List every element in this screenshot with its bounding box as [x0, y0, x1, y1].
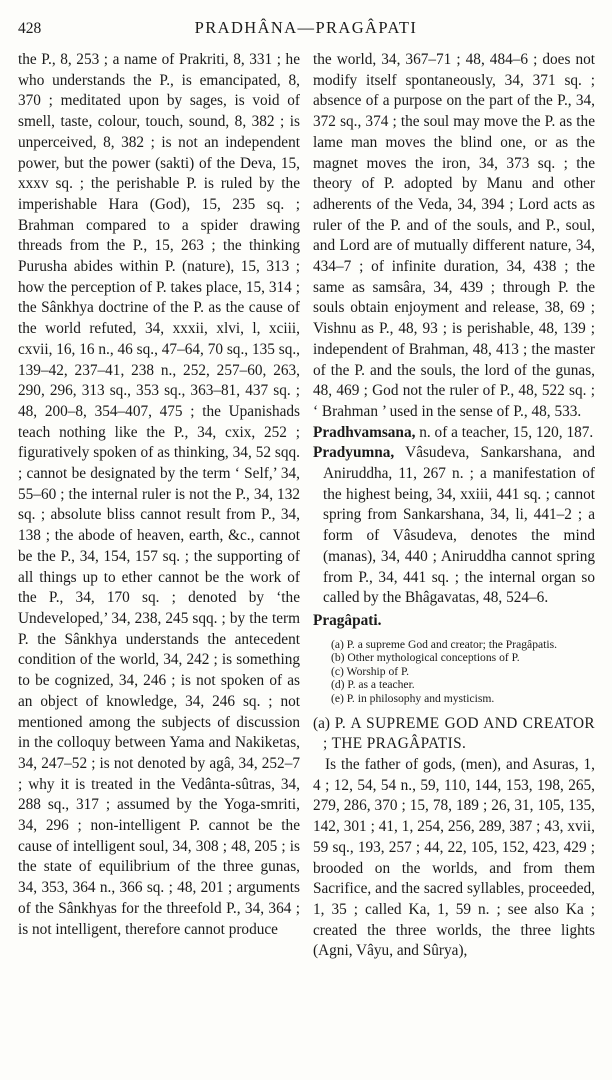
running-head: PRADHÂNA—PRAGÂPATI [194, 18, 418, 37]
contents-item: (b) Other mythological conceptions of P. [331, 651, 520, 665]
subsection-label: (a) [313, 714, 330, 732]
pragapati-contents-list [331, 638, 595, 706]
index-entry-pradhvamsana [313, 423, 595, 444]
page-header [18, 16, 594, 42]
subsection-a-text: Is the father of gods, (men), and Asuras, 1, 4 ; 12, 54, 54 n., 59, 110, 144, 153, 198, 265, 279, 286, 370 ; 15, 78, 189 ; 26, 31, 105, 135, 142, 301 ; 41, 1, 254, 256, 289, 387 ; 43, xvii, 59 sq., 193, 257 ; 44, 22, 105, 152, 423, 429 ; brooded on the worlds, and from them Sacrifice, and the sacred syllables, proceeded, 1, 35 ; called Ka, 1, 59 n. ; see also Ka ; created the three worlds, the three lights (Agni, Vâyu, and Sûrya), [313, 756, 595, 960]
entry-text: Vâsudeva, Sankarshana, and Aniruddha, 11, 267 n. ; a manifestation of the highest being, 34, xxiii, 441 sq. ; cannot spring from Sankarshana, 34, li, 441–2 ; a form of Vâsudeva, denotes the mind (manas), 34, 440 ; Aniruddha cannot spring from P., 34, 441 sq. ; the internal organ so called by the Bhâgavatas, 48, 524–6. [323, 444, 595, 607]
pradhana-entry-end: the world, 34, 367–71 ; 48, 484–6 ; does not modify itself spontaneously, 34, 371 sq. ; absence of a purpose on the part of the P., 34, 372 sq., 374 ; the soul may move the P. as the lame man moves the blind one, or as the magnet moves the iron, 34, 373 sq. ; the theory of P. adopted by Manu and other adherents of the Veda, 34, 394 ; Lord acts as ruler of the P. and of the souls, and P., soul, and Lord are of mutually different nature, 34, 434–7 ; of infinite duration, 34, 438 ; the same as samsâra, 34, 439 ; through P. the souls obtain enjoyment and release, 38, 69 ; Vishnu as P., 48, 93 ; is perishable, 48, 139 ; independent of Brahman, 48, 413 ; the master of the P. and the souls, the lord of the gunas, 48, 469 ; God not the ruler of P., 48, 522 sq. ; ‘ Brahman ’ used in the sense of P., 48, 533. [313, 51, 595, 420]
pradhana-entry-continued: the P., 8, 253 ; a name of Prakriti, 8, 331 ; he who understands the P., is emancipated, 8, 370 ; meditated upon by sages, is void of smell, taste, colour, touch, sound, 8, 382 ; is unperceived, 8, 382 ; is not an independent power, but the power (sakti) of the Deva, 15, xxxv sq. ; the perishable P. is ruled by the imperishable Hara (God), 15, 235 sq. ; Brahman compared to a spider drawing threads from the P., 15, 263 ; the thinking Purusha abides within P. (nature), 15, 313 ; how the perception of P. takes place, 15, 314 ; the Sânkhya doctrine of the P. as the cause of the world refuted, 34, xxxii, xlvi, l, xciii, cxvii, 16, 16 n., 46 sq., 47–64, 70 sq., 135 sq., 139–42, 237–41, 238 n., 252, 257–60, 263, 290, 296, 313 sq., 353 sq., 363–81, 437 sq. ; 48, 200–8, 354–407, 475 ; the Upanishads teach nothing like the P., 34, cxix, 252 ; figuratively spoken of as thinking, 34, 52 sqq. ; cannot be designated by the term ‘ Self,’ 34, 55–60 ; the internal ruler is not the P., 34, 132 sq. ; absolute bliss cannot result from P., 34, 138 ; the abode of heaven, earth, &c., cannot be the P., 34, 154, 157 sq. ; the supporting of all things up to ether cannot be the work of the P., 34, 170 sq. ; denoted by ‘the Undeveloped,’ 34, 238, 245 sqq. ; by the term P. the Sânkhya understands the antecedent condition of the world, 34, 242 ; is something to be cognized, 34, 246 ; is not spoken of as an object of knowledge, 34, 246 sq. ; not mentioned among the subjects of discussion in the colloquy between Yama and Nakiketas, 34, 247–52 ; is not denoted by agâ, 34, 252–7 ; why it is treated in the Vedânta-sûtras, 34, 288 sq., 317 ; assumed by the Yoga-smriti, 34, 296 ; non-intelligent P. cannot be the cause of intelligent soul, 34, 308 ; 48, 205 ; is the state of equilibrium of the three gunas, 34, 353, 364 n., 366 sq. ; 48, 201 ; arguments of the Sânkhyas for the threefold P., 34, 364 ; is not intelligent, therefore cannot produce [18, 51, 300, 938]
subsection-title: P. A SUPREME GOD AND CREATOR ; THE PRAGÂPATIS. [323, 714, 595, 753]
right-column [313, 50, 595, 962]
contents-item: (e) P. in philosophy and mysticism. [331, 692, 495, 706]
entry-text: n. of a teacher, 15, 120, 187. [415, 423, 594, 441]
entry-term: Pradhvamsana, [313, 423, 416, 441]
contents-item: (c) Worship of P. [331, 664, 410, 678]
subsection-a-heading [313, 714, 595, 755]
page-number: 428 [18, 20, 42, 37]
entry-term: Pradyumna, [313, 444, 395, 462]
index-entry-pradyumna [313, 443, 595, 609]
pragapati-heading: Pragâpati. [313, 611, 382, 629]
contents-item: (a) P. a supreme God and creator; the Pragâpatis. [331, 637, 557, 651]
contents-item: (d) P. as a teacher. [331, 678, 415, 692]
left-column [18, 50, 300, 940]
